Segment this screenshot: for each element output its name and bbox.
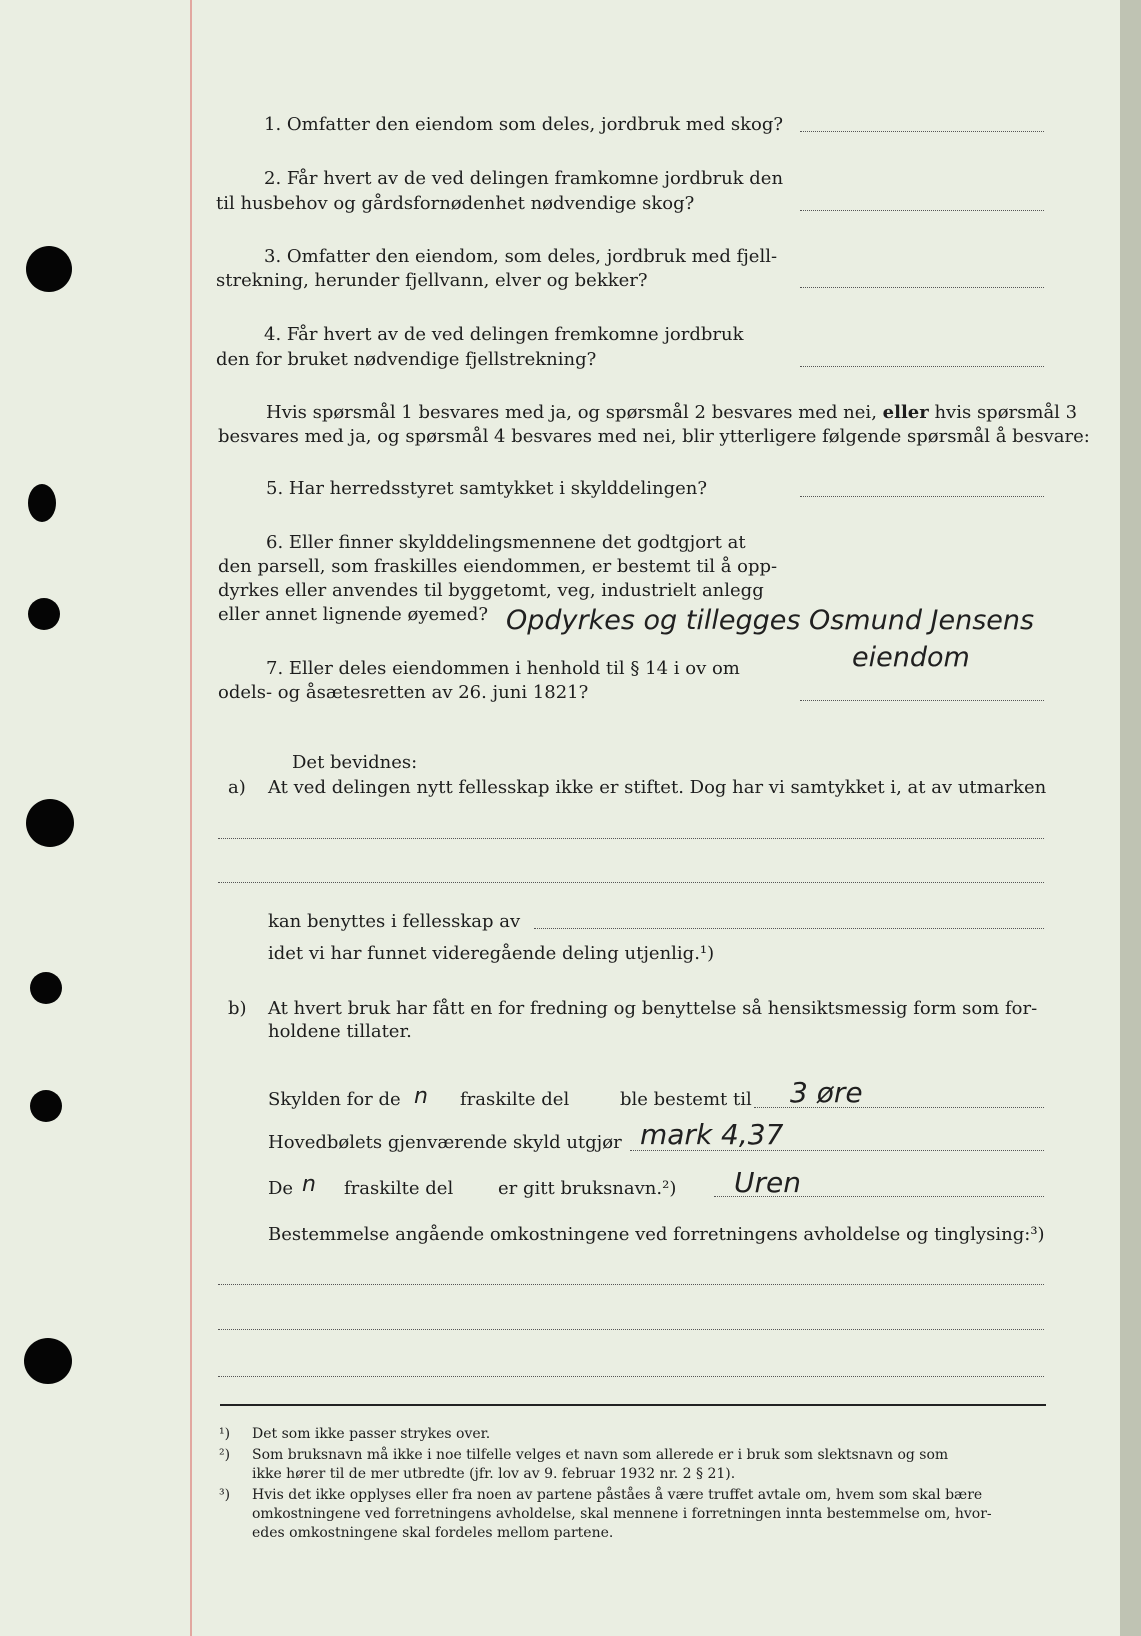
condition-emphasis: eller (882, 402, 929, 423)
question-3-line-2: strekning, herunder fjellvann, elver og bekker? (216, 270, 648, 291)
bestemmelse-line-3[interactable] (218, 1376, 1044, 1377)
binder-hole (24, 1338, 72, 1384)
binder-hole (30, 972, 62, 1004)
footnote-1-text: Det som ikke passer strykes over. (252, 1426, 491, 1442)
question-2-line-1: 2. Får hvert av de ved delingen framkomne jordbruk den (264, 168, 784, 189)
bestemmelse-line-2[interactable] (218, 1329, 1044, 1330)
declaration-b-label: b) (228, 998, 247, 1019)
question-5: 5. Har herredsstyret samtykket i skylddelingen? (266, 478, 707, 499)
binder-hole (26, 246, 72, 292)
binder-hole (28, 598, 60, 630)
handwritten-bruksnavn-value: Uren (734, 1166, 801, 1199)
declaration-a-label: a) (228, 777, 246, 798)
footnote-3-text: Hvis det ikke opplyses eller fra noen av partene påståes å være truffet avtale om, hvem som skal bære (252, 1487, 983, 1503)
skylden-label-b: fraskilte del (460, 1089, 570, 1110)
question-1: 1. Omfatter den eiendom som deles, jordbruk med skog? (264, 114, 783, 135)
question-6-line-4: eller annet lignende øyemed? (218, 604, 488, 625)
condition-text-b: hvis spørsmål 3 (934, 402, 1078, 423)
bestemmelse-line-1[interactable] (218, 1284, 1044, 1285)
utmark-line-2[interactable] (218, 882, 1044, 883)
answer-line-2[interactable] (800, 210, 1044, 211)
declaration-a-text: At ved delingen nytt fellesskap ikke er stiftet. Dog har vi samtykket i, at av utmarken (268, 777, 1047, 798)
question-7-line-1: 7. Eller deles eiendommen i henhold til § 14 i ov om (266, 658, 740, 679)
footnote-3 (219, 1486, 983, 1505)
handwritten-answer-6-line-2: eiendom (852, 642, 970, 673)
footnote-3-line-3: edes omkostningene skal fordeles mellom partene. (252, 1525, 614, 1541)
answer-line-3[interactable] (800, 287, 1044, 288)
red-margin-line (190, 0, 192, 1636)
de-label-c: er gitt bruksnavn.²) (498, 1178, 677, 1199)
idet-text: idet vi har funnet videregående deling utjenlig.¹) (268, 943, 715, 964)
question-4-line-2: den for bruket nødvendige fjellstrekning? (216, 349, 597, 370)
answer-line-4[interactable] (800, 366, 1044, 367)
footnote-2 (219, 1446, 949, 1465)
footnote-2-text: Som bruksnavn må ikke i noe tilfelle velges et navn som allerede er i bruk som slektsnavn og som (252, 1447, 949, 1463)
footnote-3-number: ³) (219, 1487, 231, 1503)
declaration-b-line-1: At hvert bruk har fått en for fredning og benyttelse så hensiktsmessig form som for- (268, 998, 1038, 1019)
binder-hole (28, 484, 56, 522)
question-4-line-1: 4. Får hvert av de ved delingen fremkomne jordbruk (264, 324, 744, 345)
footnote-1-number: ¹) (219, 1426, 231, 1442)
declaration-heading: Det bevidnes: (292, 752, 418, 773)
page-edge (1120, 0, 1141, 1636)
footnote-2-number: ²) (219, 1447, 231, 1463)
question-2-line-2: til husbehov og gårdsfornødenhet nødvendige skog? (216, 193, 695, 214)
footnote-1 (219, 1425, 491, 1444)
declaration-b-line-2: holdene tillater. (268, 1021, 412, 1042)
fellesskap-line[interactable] (534, 928, 1044, 929)
binder-hole (26, 799, 74, 847)
utmark-line-1[interactable] (218, 838, 1044, 839)
question-6-line-1: 6. Eller finner skylddelingsmennene det godtgjort at (266, 532, 746, 553)
handwritten-de-suffix-1: n (414, 1084, 428, 1109)
question-7-line-2: odels- og åsætesretten av 26. juni 1821? (218, 682, 589, 703)
footnote-3-line-2: omkostningene ved forretningens avholdelse, skal mennene i forretningen innta bestemmelse om, hvor- (252, 1506, 992, 1522)
fellesskap-label: kan benyttes i fellesskap av (268, 911, 521, 932)
question-6-line-3: dyrkes eller anvendes til byggetomt, veg, industrielt anlegg (218, 580, 764, 601)
skylden-label-c: ble bestemt til (620, 1089, 752, 1110)
answer-line-7[interactable] (800, 700, 1044, 701)
handwritten-de-suffix-2: n (302, 1172, 316, 1197)
answer-line-5[interactable] (800, 496, 1044, 497)
question-3-line-1: 3. Omfatter den eiendom, som deles, jordbruk med fjell- (264, 246, 778, 267)
question-6-line-2: den parsell, som fraskilles eiendommen, er bestemt til å opp- (218, 556, 778, 577)
handwritten-answer-6-line-1: Opdyrkes og tillegges Osmund Jensens (506, 605, 1035, 636)
answer-line-1[interactable] (800, 131, 1044, 132)
skylden-label-a: Skylden for de (268, 1089, 401, 1110)
condition-line-1 (266, 401, 1077, 425)
handwritten-hovedbol-value: mark 4,37 (640, 1118, 784, 1151)
hovedbol-label: Hovedbølets gjenværende skyld utgjør (268, 1132, 622, 1153)
condition-text-a: Hvis spørsmål 1 besvares med ja, og spørsmål 2 besvares med nei, (266, 402, 877, 423)
binder-hole (30, 1090, 62, 1122)
de-label-a: De (268, 1178, 294, 1199)
bestemmelse-label: Bestemmelse angående omkostningene ved forretningens avholdelse og tinglysing:³) (268, 1224, 1045, 1245)
de-label-b: fraskilte del (344, 1178, 454, 1199)
condition-line-2: besvares med ja, og spørsmål 4 besvares med nei, blir ytterligere følgende spørsmål å besvare: (218, 426, 1090, 447)
handwritten-skyld-value: 3 øre (790, 1076, 863, 1109)
footnote-2-line-2: ikke hører til de mer utbredte (jfr. lov av 9. februar 1932 nr. 2 § 21). (252, 1466, 736, 1482)
footnote-divider (220, 1404, 1046, 1406)
